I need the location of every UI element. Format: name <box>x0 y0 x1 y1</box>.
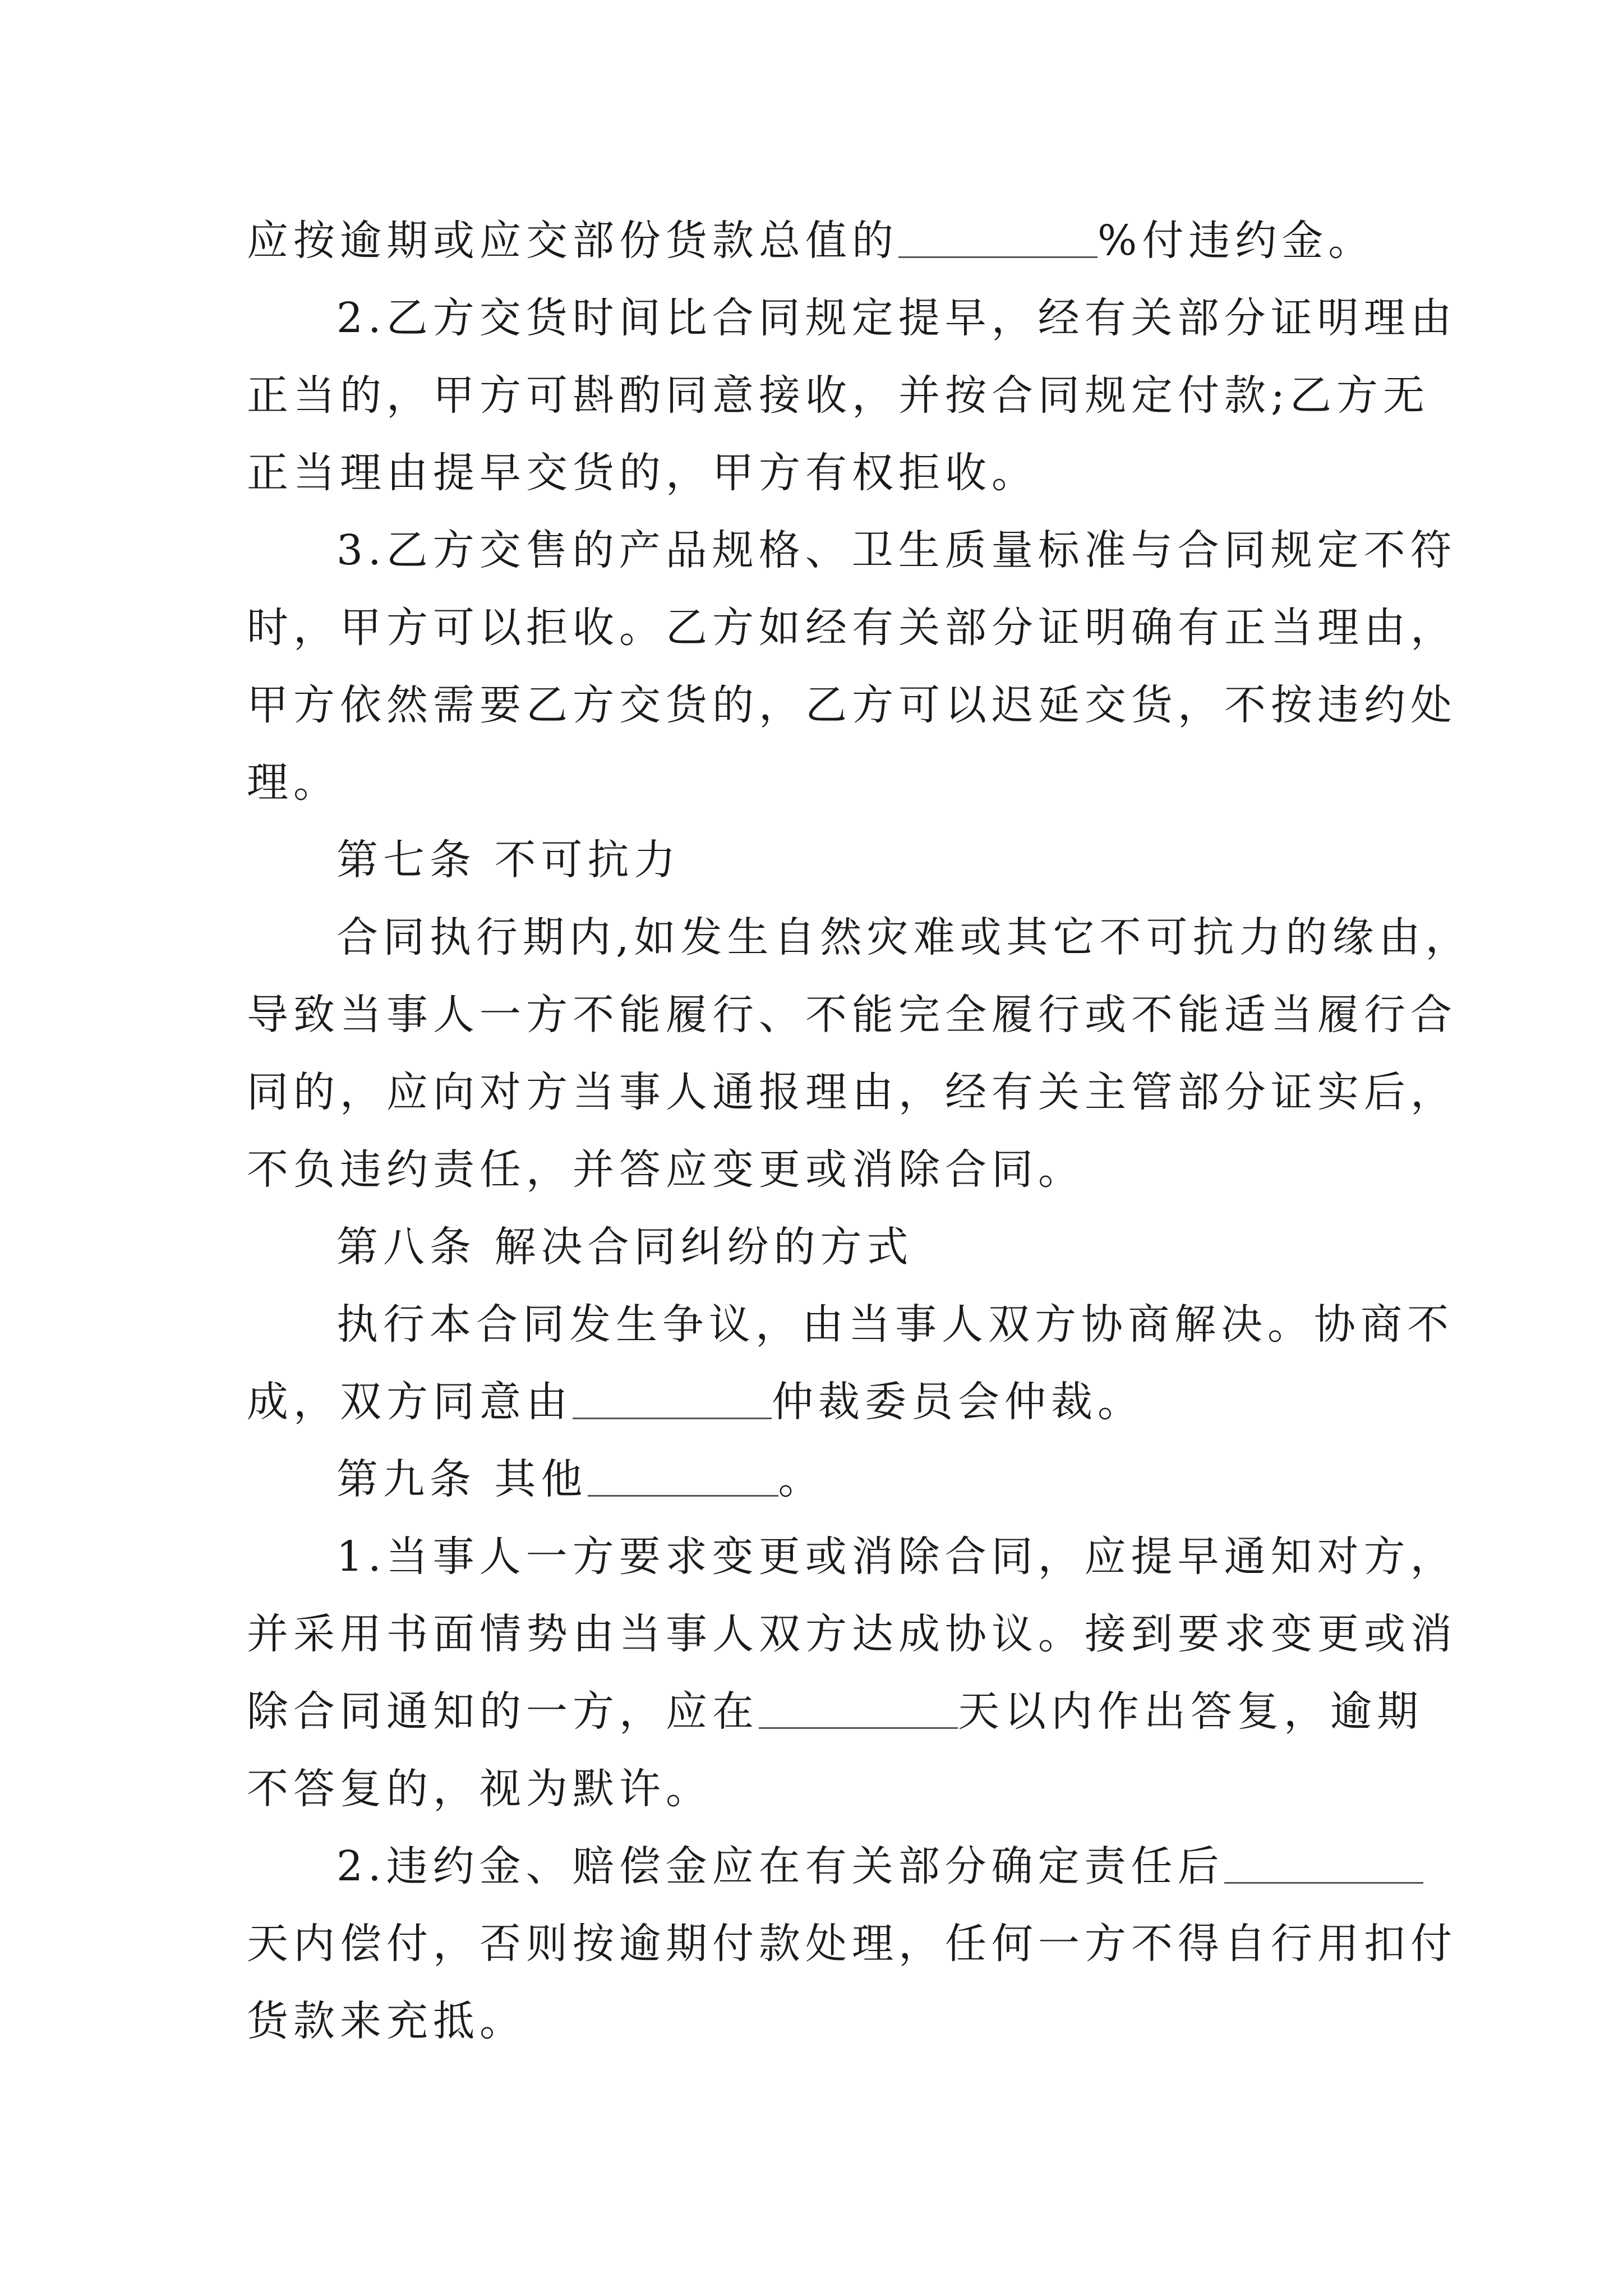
text-line: 正当的，甲方可斟酌同意接收，并按合同规定付款;乙方无 <box>247 371 1430 420</box>
text-line: 2.乙方交货时间比合同规定提早，经有关部分证明理由 <box>336 294 1457 342</box>
text-line: 正当理由提早交货的，甲方有权拒收。 <box>247 449 1038 497</box>
text-line: 并采用书面情势由当事人双方达成协议。接到要求变更或消 <box>247 1610 1457 1658</box>
text-line: 合同执行期内,如发生自然灾难或其它不可抗力的缘由， <box>336 913 1472 961</box>
fill-in-blank <box>898 222 1098 258</box>
text-line: 1.当事人一方要求变更或消除合同，应提早通知对方， <box>336 1533 1457 1581</box>
text-line: 3.乙方交售的产品规格、卫生质量标准与合同规定不符 <box>336 526 1457 574</box>
text-line: 不负违约责任，并答应变更或消除合同。 <box>247 1145 1085 1194</box>
document-body <box>247 202 1472 2060</box>
text-line: 甲方依然需要乙方交货的，乙方可以迟延交货，不按违约处 <box>247 681 1457 729</box>
text-line: 除合同通知的一方，应在 天以内作出答复，逾期 <box>247 1687 1423 1736</box>
text-line: 应按逾期或应交部份货款总值的 %付违约金。 <box>247 217 1375 265</box>
fill-in-blank <box>588 1460 778 1497</box>
text-line: 时，甲方可以拒收。乙方如经有关部分证明确有正当理由， <box>247 604 1457 652</box>
text-line: 2.违约金、赔偿金应在有关部分确定责任后 <box>247 1828 1380 1905</box>
text-line: 天内偿付，否则按逾期付款处理，任何一方不得自行用扣付 <box>247 1920 1457 1968</box>
fill-in-blank <box>573 1383 772 1419</box>
fill-in-blank <box>1224 1847 1423 1884</box>
text-line: 同的，应向对方当事人通报理由，经有关主管部分证实后， <box>247 1068 1457 1116</box>
section-heading: 第九条 其他 。 <box>336 1455 825 1503</box>
fill-in-blank <box>759 1692 958 1729</box>
text-line: 导致当事人一方不能履行、不能完全履行或不能适当履行合 <box>247 991 1457 1039</box>
text-line: 成，双方同意由 仲裁委员会仲裁。 <box>247 1378 1144 1426</box>
text-line: 货款来充抵。 <box>247 1997 526 2045</box>
text-line: 不答复的，视为默许。 <box>247 1765 712 1813</box>
text-line: 执行本合同发生争议，由当事人双方协商解决。协商不 <box>336 1300 1454 1349</box>
section-heading: 第七条 不可抗力 <box>336 836 681 884</box>
section-heading: 第八条 解决合同纠纷的方式 <box>336 1223 914 1271</box>
text-line: 理。 <box>247 758 340 807</box>
